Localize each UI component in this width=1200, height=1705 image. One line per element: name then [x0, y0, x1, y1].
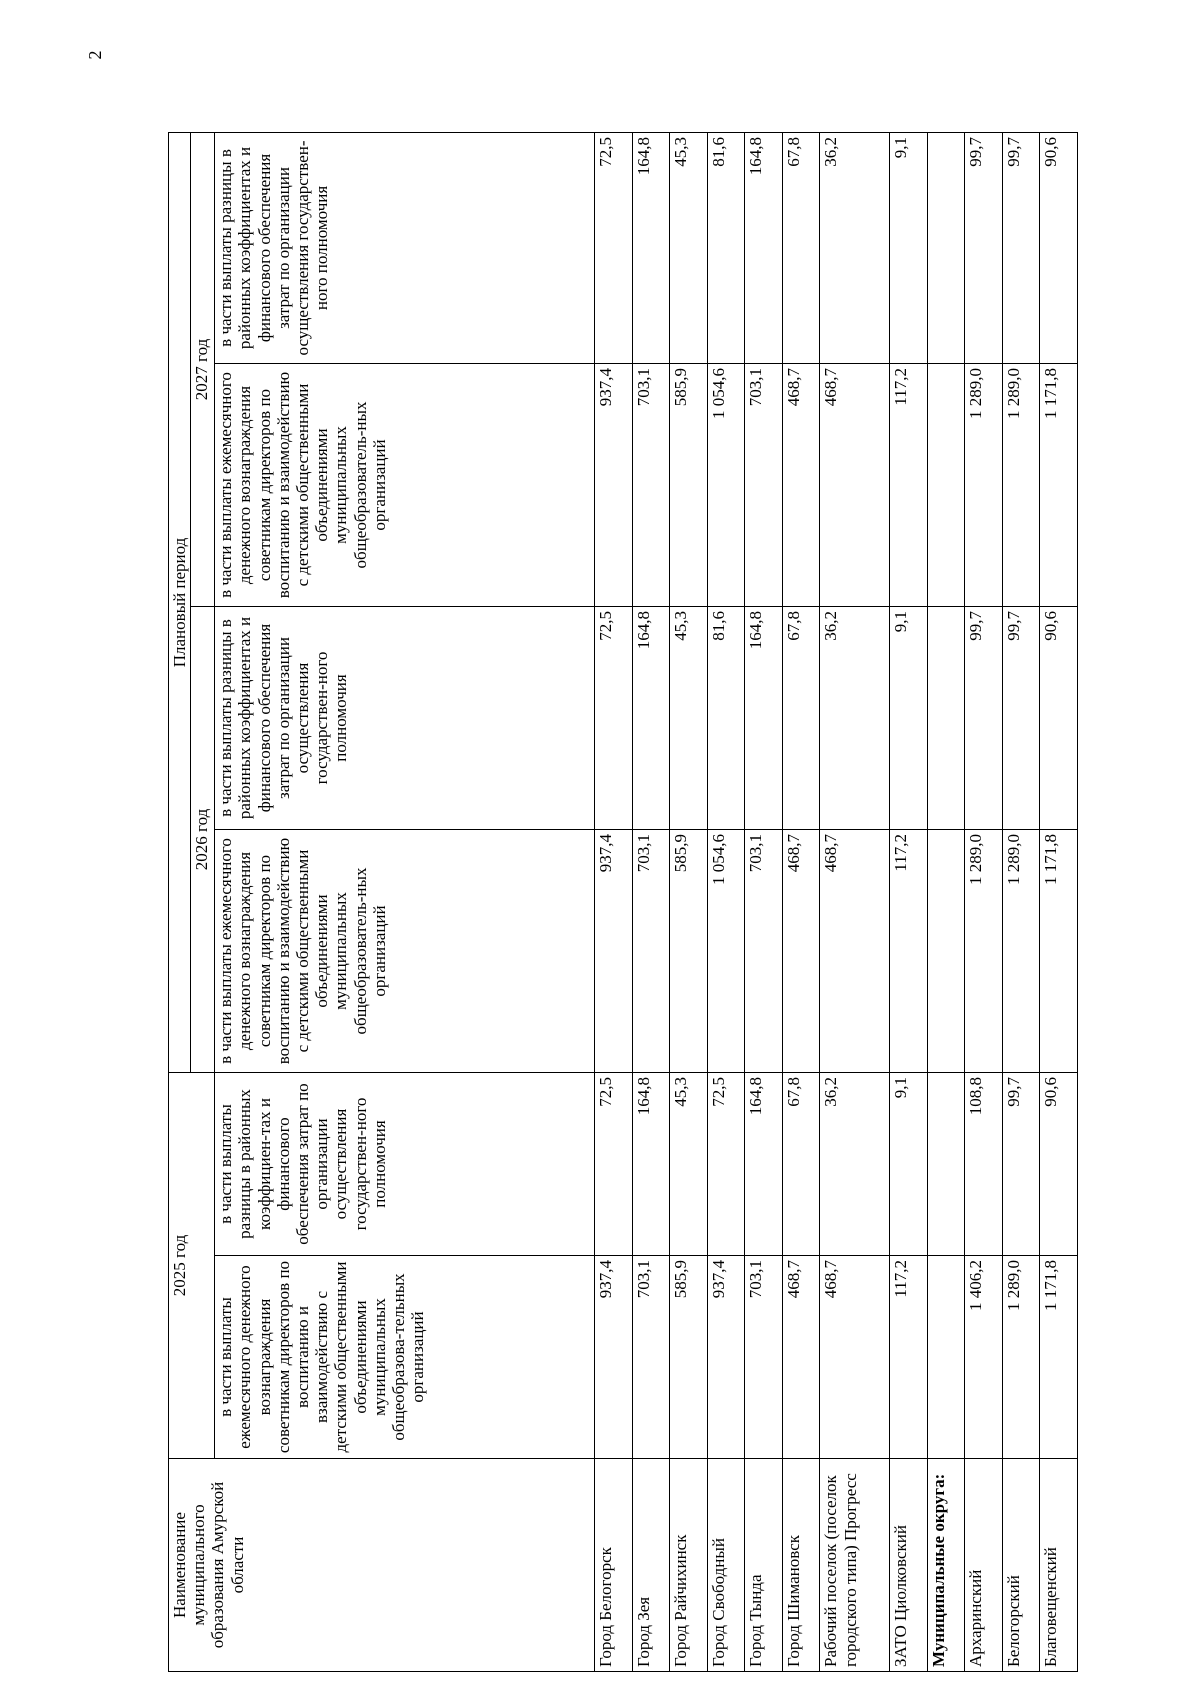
municipality-name: ЗАТО Циолковский: [890, 1459, 928, 1672]
value-cell: 9,1: [890, 1073, 928, 1256]
value-cell: 108,8: [965, 1073, 1003, 1256]
header-year-2025: 2025 год: [169, 1073, 215, 1459]
value-cell: [927, 1073, 965, 1256]
table-row: [1002, 132, 1040, 1671]
value-cell: 1 171,8: [1040, 364, 1078, 607]
value-cell: 1 289,0: [965, 830, 1003, 1073]
table-row-section: [927, 132, 965, 1671]
table-row: [670, 132, 708, 1671]
value-cell: 67,8: [782, 607, 820, 830]
value-cell: 937,4: [707, 1256, 745, 1459]
value-cell: 1 054,6: [707, 364, 745, 607]
value-cell: 703,1: [745, 1256, 783, 1459]
value-cell: 1 054,6: [707, 830, 745, 1073]
value-cell: [927, 1256, 965, 1459]
municipality-name: Город Райчихинск: [670, 1459, 708, 1672]
value-cell: 1 289,0: [965, 364, 1003, 607]
value-cell: 99,7: [965, 132, 1003, 363]
value-cell: 90,6: [1040, 1073, 1078, 1256]
municipality-name: Город Шимановск: [782, 1459, 820, 1672]
value-cell: 67,8: [782, 1073, 820, 1256]
table-row: [1040, 132, 1078, 1671]
value-cell: 45,3: [670, 132, 708, 363]
value-cell: 36,2: [820, 132, 890, 363]
header-2025-coefficients: в части выплаты разницы в районных коэффициен-тах и финансового обеспечения затрат по организации осуществления государствен-ного полномочия: [215, 1073, 595, 1256]
table-row: [890, 132, 928, 1671]
value-cell: 468,7: [820, 830, 890, 1073]
value-cell: 99,7: [1002, 132, 1040, 363]
value-cell: [927, 364, 965, 607]
header-2025-advisors: в части выплаты ежемесячного денежного вознаграждения советникам директоров по воспитанию и взаимодействию с детскими общественными объединениями муниципальных общеобразова-тельных организаций: [215, 1256, 595, 1459]
value-cell: 99,7: [1002, 607, 1040, 830]
value-cell: [927, 830, 965, 1073]
table-row: [965, 132, 1003, 1671]
value-cell: 468,7: [820, 364, 890, 607]
value-cell: 1 406,2: [965, 1256, 1003, 1459]
value-cell: 468,7: [782, 364, 820, 607]
page-number: 2: [84, 50, 105, 60]
header-year-2026: 2026 год: [191, 607, 215, 1073]
value-cell: 117,2: [890, 364, 928, 607]
value-cell: [927, 132, 965, 363]
value-cell: 937,4: [595, 364, 633, 607]
value-cell: 468,7: [820, 1256, 890, 1459]
value-cell: 72,5: [595, 132, 633, 363]
value-cell: 90,6: [1040, 607, 1078, 830]
value-cell: 90,6: [1040, 132, 1078, 363]
header-2027-advisors: в части выплаты ежемесячного денежного вознаграждения советникам директоров по воспитанию и взаимодействию с детскими общественными объединениями муниципальных общеобразователь-ных организаций: [215, 364, 595, 607]
value-cell: 9,1: [890, 607, 928, 830]
table-wrapper: [168, 136, 1078, 1672]
table-row: [707, 132, 745, 1671]
municipality-name: Белогорский: [1002, 1459, 1040, 1672]
value-cell: 703,1: [745, 830, 783, 1073]
value-cell: 117,2: [890, 1256, 928, 1459]
value-cell: 45,3: [670, 1073, 708, 1256]
value-cell: 1 289,0: [1002, 1256, 1040, 1459]
value-cell: 81,6: [707, 607, 745, 830]
table-row: [782, 132, 820, 1671]
value-cell: 1 171,8: [1040, 1256, 1078, 1459]
value-cell: 72,5: [595, 607, 633, 830]
value-cell: 117,2: [890, 830, 928, 1073]
section-label: Муниципальные округа:: [927, 1459, 965, 1672]
value-cell: 585,9: [670, 830, 708, 1073]
value-cell: 81,6: [707, 132, 745, 363]
value-cell: 164,8: [745, 607, 783, 830]
municipality-name: Архаринский: [965, 1459, 1003, 1672]
municipality-name: Город Зея: [632, 1459, 670, 1672]
value-cell: 164,8: [632, 607, 670, 830]
table-row: [820, 132, 890, 1671]
municipality-name: Рабочий поселок (поселок городского типа) Прогресс: [820, 1459, 890, 1672]
table-row: [632, 132, 670, 1671]
value-cell: 1 289,0: [1002, 364, 1040, 607]
value-cell: 72,5: [595, 1073, 633, 1256]
header-year-2027: 2027 год: [191, 132, 215, 606]
header-municipality: Наименование муниципального образования Амурской области: [169, 1459, 595, 1672]
value-cell: 468,7: [782, 1256, 820, 1459]
value-cell: [927, 607, 965, 830]
value-cell: 468,7: [782, 830, 820, 1073]
value-cell: 703,1: [632, 1256, 670, 1459]
header-2027-coefficients: в части выплаты разницы в районных коэффициентах и финансового обеспечения затрат по организации осуществления государствен-ного полномочия: [215, 132, 595, 363]
subsidy-table: [168, 132, 1078, 1672]
municipality-name: Благовещенский: [1040, 1459, 1078, 1672]
table-row: [745, 132, 783, 1671]
table-row: [595, 132, 633, 1671]
value-cell: 164,8: [632, 1073, 670, 1256]
value-cell: 164,8: [745, 1073, 783, 1256]
municipality-name: Город Свободный: [707, 1459, 745, 1672]
value-cell: 1 171,8: [1040, 830, 1078, 1073]
header-2026-coefficients: в части выплаты разницы в районных коэффициентах и финансового обеспечения затрат по организации осуществления государствен-ного полномочия: [215, 607, 595, 830]
value-cell: 36,2: [820, 1073, 890, 1256]
header-planned-period: Плановый период: [169, 132, 191, 1072]
value-cell: 937,4: [595, 1256, 633, 1459]
value-cell: 703,1: [745, 364, 783, 607]
value-cell: 937,4: [595, 830, 633, 1073]
municipality-name: Город Белогорск: [595, 1459, 633, 1672]
value-cell: 164,8: [745, 132, 783, 363]
header-2026-advisors: в части выплаты ежемесячного денежного вознаграждения советникам директоров по воспитанию и взаимодействию с детскими общественными объединениями муниципальных общеобразователь-ных организаций: [215, 830, 595, 1073]
value-cell: 585,9: [670, 364, 708, 607]
value-cell: 703,1: [632, 364, 670, 607]
value-cell: 72,5: [707, 1073, 745, 1256]
value-cell: 164,8: [632, 132, 670, 363]
value-cell: 99,7: [1002, 1073, 1040, 1256]
value-cell: 67,8: [782, 132, 820, 363]
value-cell: 9,1: [890, 132, 928, 363]
value-cell: 703,1: [632, 830, 670, 1073]
municipality-name: Город Тында: [745, 1459, 783, 1672]
value-cell: 585,9: [670, 1256, 708, 1459]
value-cell: 36,2: [820, 607, 890, 830]
value-cell: 99,7: [965, 607, 1003, 830]
value-cell: 1 289,0: [1002, 830, 1040, 1073]
value-cell: 45,3: [670, 607, 708, 830]
